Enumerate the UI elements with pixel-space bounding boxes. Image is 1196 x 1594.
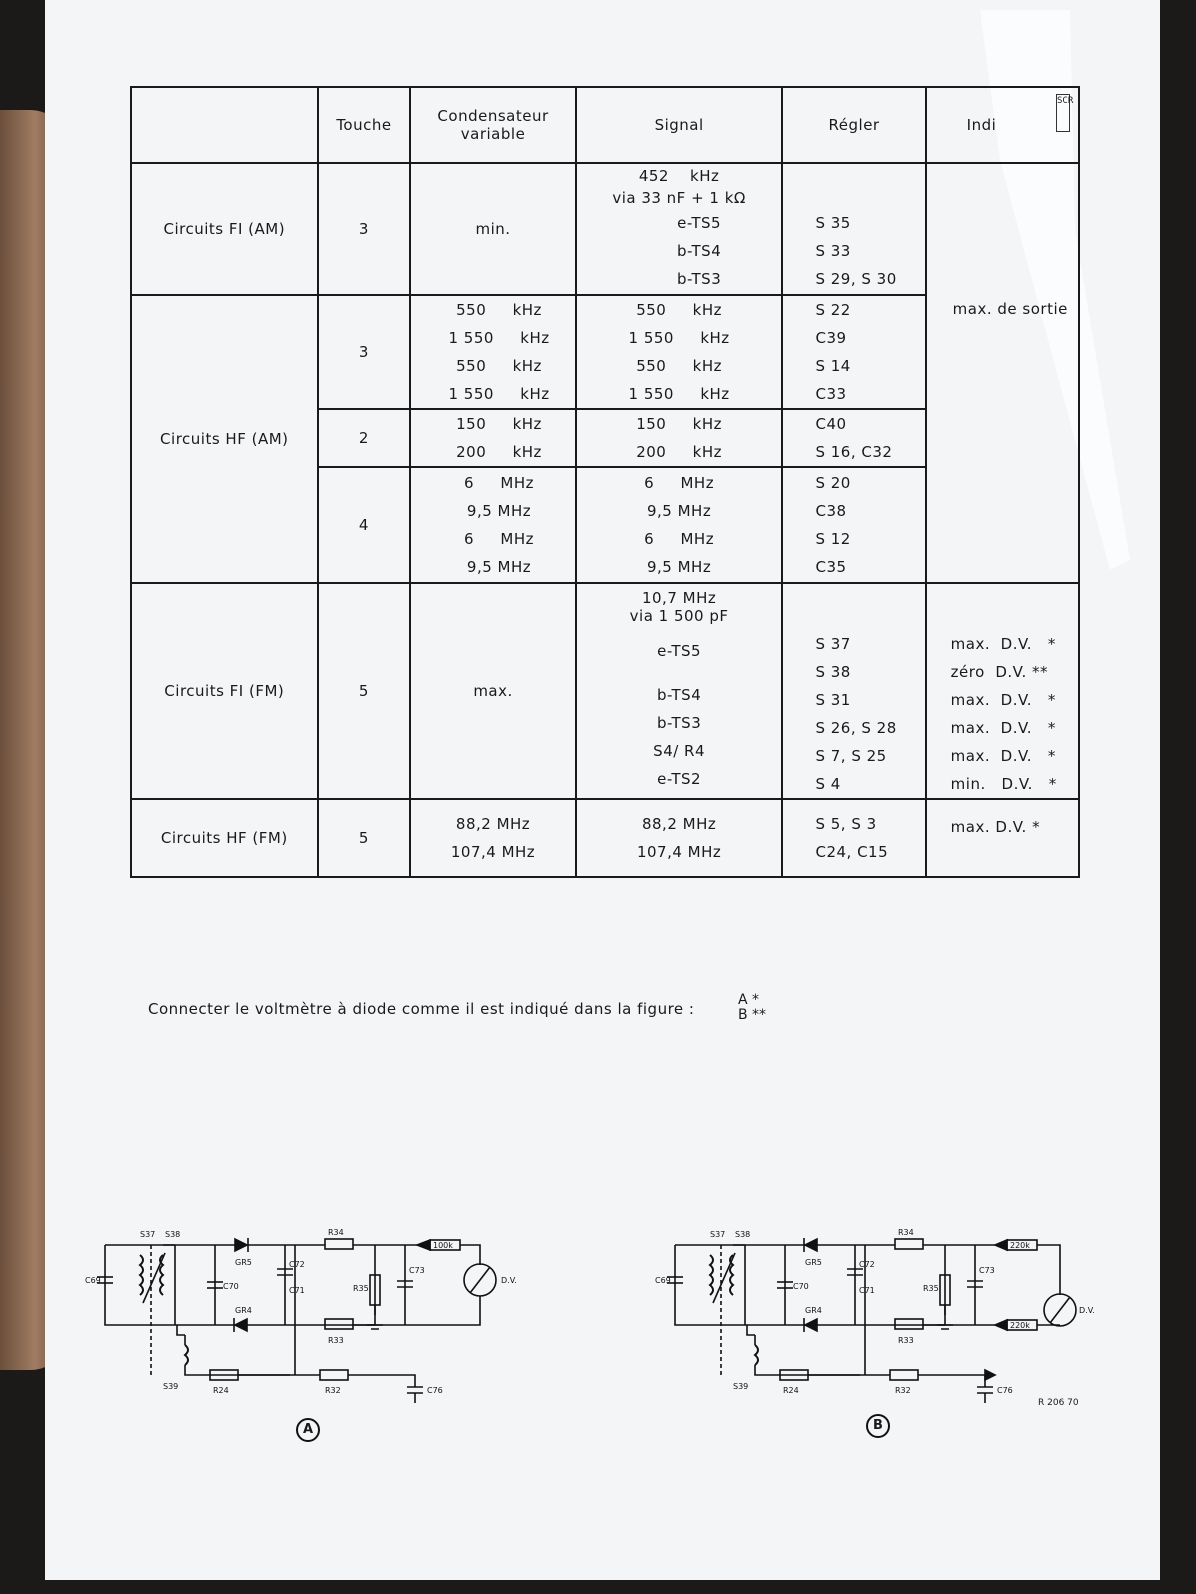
group-label: Circuits HF (FM) [131,799,318,877]
regler-value: S 7, S 25 [815,747,887,765]
indicator-cell [926,295,1079,583]
label-s37: S37 [710,1230,726,1239]
regler-value: S 20 [815,474,851,492]
signal-value: 1 550 kHz [628,385,730,403]
signal-value: e-TS2 [657,770,702,788]
regler-value: S 5, S 3 [815,815,877,833]
indicator-value: max. D.V. * [950,818,1041,836]
touche-cell: 3 [318,163,411,295]
signal-cell [576,467,783,583]
label-220k-top: 220k [1010,1241,1030,1250]
regler-value: S 26, S 28 [815,719,897,737]
connection-note: Connecter le voltmètre à diode comme il est indiqué dans la figure : [148,1000,695,1018]
indicator-value [927,608,1078,630]
touche-cell: 4 [318,467,411,583]
signal-value: b-TS3 [676,270,722,288]
label-r33: R33 [898,1336,914,1345]
regler-value: S 38 [815,663,851,681]
label-r34: R34 [328,1228,344,1237]
signal-value: 452 kHz [638,167,720,185]
label-c70: C70 [793,1282,809,1291]
regler-cell [782,409,925,467]
cond-cell [410,295,575,409]
label-r32: R32 [895,1386,911,1395]
alignment-table-wrap [130,86,1080,876]
label-c72: C72 [859,1260,875,1269]
cond-cell: min. [410,163,575,295]
header-regler: Régler [782,87,925,163]
group-label: Circuits FI (AM) [131,163,318,295]
label-c73: C73 [409,1266,425,1275]
signal-value: 88,2 MHz [641,815,717,833]
label-c71: C71 [289,1286,305,1295]
signal-value: 10,7 MHz [641,589,717,607]
signal-value [577,665,782,681]
cond-value: 1 550 kHz [448,385,550,403]
signal-cell [576,163,783,295]
regler-value: S 16, C32 [815,443,893,461]
label-c72: C72 [289,1260,305,1269]
label-c70: C70 [223,1282,239,1291]
label-c73: C73 [979,1266,995,1275]
regler-value: C39 [815,329,847,347]
regler-value: S 33 [815,242,851,260]
table-row [131,799,1079,877]
indicator-cell [926,799,1079,877]
figure-b-label: B [866,1414,890,1438]
label-r24: R24 [213,1386,229,1395]
header-indicator: Indi [926,87,1079,163]
label-100k: 100k [433,1241,453,1250]
indicator-value: max. D.V. * [950,747,1056,765]
label-r24: R24 [783,1386,799,1395]
cond-value: 1 550 kHz [448,329,550,347]
label-r32: R32 [325,1386,341,1395]
signal-value: b-TS4 [656,686,702,704]
label-s38: S38 [735,1230,751,1239]
indicator-cell [926,163,1079,295]
indicator-value: max. D.V. * [950,719,1056,737]
header-group [131,87,318,163]
schematic-b [655,1225,1115,1425]
signal-value: e-TS5 [657,642,702,660]
label-gr4: GR4 [805,1306,822,1315]
signal-value: S4/ R4 [653,742,706,760]
cond-cell [410,467,575,583]
figure-a-label: A [296,1418,320,1442]
reference-code: R 206 70 [1038,1398,1079,1408]
signal-value: via 1 500 pF [629,607,729,625]
indicator-value: min. D.V. * [950,775,1057,793]
indicator-value: zéro D.V. ** [950,663,1049,681]
schematic-a [85,1225,525,1425]
signal-value: e-TS5 [677,214,722,232]
signal-value: 200 kHz [636,443,722,461]
label-s37: S37 [140,1230,156,1239]
regler-value: C24, C15 [815,843,889,861]
cond-cell [410,409,575,467]
signal-cell [576,295,783,409]
label-s38: S38 [165,1230,181,1239]
table-row [131,583,1079,799]
cond-value: 550 kHz [456,357,542,375]
regler-value [783,608,924,630]
signal-value: 6 MHz [644,530,715,548]
alignment-table [130,86,1080,878]
cond-value: 9,5 MHz [466,558,532,576]
note-key-a: A * [738,992,760,1008]
label-r35: R35 [923,1284,939,1293]
label-220k-bot: 220k [1010,1321,1030,1330]
regler-cell [782,799,925,877]
signal-value [577,625,782,637]
cond-value: 6 MHz [464,530,535,548]
note-keys [738,993,766,1023]
indicator-value [927,584,1078,608]
header-touche: Touche [318,87,411,163]
header-signal: Signal [576,87,783,163]
table-row [131,163,1079,295]
signal-value: 1 550 kHz [628,329,730,347]
signal-value: 550 kHz [636,301,722,319]
group-label: Circuits HF (AM) [131,295,318,583]
regler-value [783,584,924,608]
regler-value: S 35 [815,214,851,232]
label-c69: C69 [655,1276,671,1285]
note-key-b: B ** [738,1007,767,1023]
cond-value: 88,2 MHz [455,815,531,833]
cond-cell [410,799,575,877]
indicator-value: max. de sortie [952,299,1068,318]
signal-value: 150 kHz [636,415,722,433]
regler-value: S 37 [815,635,851,653]
cond-value: 200 kHz [456,443,542,461]
indicator-value: max. D.V. * [950,691,1056,709]
signal-value: 9,5 MHz [646,558,712,576]
cond-value: 6 MHz [464,474,535,492]
touche-cell: 2 [318,409,411,467]
signal-cell [576,409,783,467]
label-c69: C69 [85,1276,101,1285]
touche-cell: 5 [318,799,411,877]
regler-value: C38 [815,502,847,520]
table-header-row [131,87,1079,163]
label-dv: D.V. [1079,1306,1095,1315]
signal-value: b-TS4 [676,242,722,260]
signal-value: 9,5 MHz [646,502,712,520]
touche-cell: 3 [318,295,411,409]
label-s39: S39 [733,1382,749,1391]
label-gr5: GR5 [805,1258,822,1267]
indicator-value: max. D.V. * [950,635,1056,653]
cond-value: 150 kHz [456,415,542,433]
label-c76: C76 [997,1386,1013,1395]
signal-value: via 33 nF + 1 kΩ [612,189,746,207]
label-gr4: GR4 [235,1306,252,1315]
cond-value: 107,4 MHz [450,843,536,861]
signal-value: 6 MHz [644,474,715,492]
label-gr5: GR5 [235,1258,252,1267]
signal-cell [576,799,783,877]
regler-value: S 22 [815,301,851,319]
regler-value: S 12 [815,530,851,548]
label-s39: S39 [163,1382,179,1391]
label-r35: R35 [353,1284,369,1293]
label-c71: C71 [859,1286,875,1295]
group-label: Circuits FI (FM) [131,583,318,799]
label-c76: C76 [427,1386,443,1395]
regler-value [783,187,924,209]
cond-value: 550 kHz [456,301,542,319]
label-r33: R33 [328,1336,344,1345]
signal-value: b-TS3 [656,714,702,732]
label-r34: R34 [898,1228,914,1237]
regler-value: C33 [815,385,847,403]
regler-cell [782,295,925,409]
signal-value: 107,4 MHz [636,843,722,861]
header-cond: Condensateur variable [410,87,575,163]
regler-value: C35 [815,558,847,576]
cond-value: 9,5 MHz [466,502,532,520]
fold-tag: SCR [1056,94,1070,132]
regler-cell [782,163,925,295]
regler-value: S 14 [815,357,851,375]
label-dv: D.V. [501,1276,517,1285]
regler-cell [782,583,925,799]
regler-value: C40 [815,415,847,433]
signal-value: 550 kHz [636,357,722,375]
regler-value: S 4 [815,775,841,793]
cond-cell: max. [410,583,575,799]
regler-value [783,165,924,187]
table-row [131,295,1079,409]
touche-cell: 5 [318,583,411,799]
signal-cell [576,583,783,799]
regler-cell [782,467,925,583]
regler-value: S 29, S 30 [815,270,897,288]
regler-value: S 31 [815,691,851,709]
indicator-cell [926,583,1079,799]
